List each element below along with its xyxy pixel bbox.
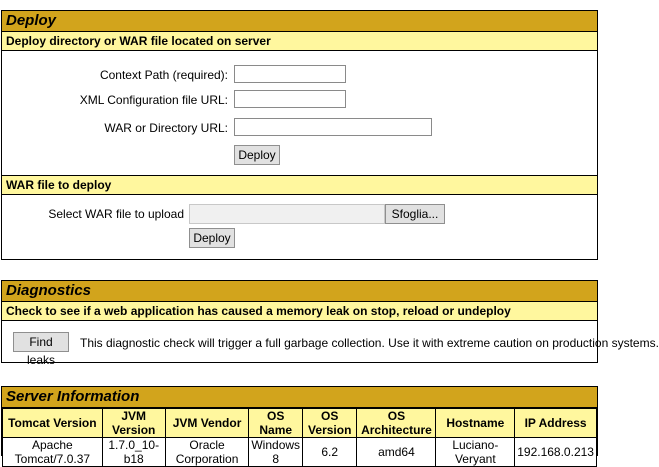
col-hostname: Hostname — [436, 409, 515, 438]
war-dir-label: WAR or Directory URL: — [104, 121, 228, 135]
war-upload-header: WAR file to deploy — [2, 175, 597, 195]
diagnostics-header: Check to see if a web application has caused a memory leak on stop, reload or undeploy — [2, 302, 597, 321]
cell-hostname: Luciano-Veryant — [436, 438, 515, 467]
server-info-table — [2, 408, 597, 467]
context-path-input[interactable] — [234, 65, 346, 83]
xml-config-input[interactable] — [234, 90, 346, 108]
server-info-section — [1, 386, 598, 466]
diagnostics-title: Diagnostics — [2, 281, 597, 302]
find-leaks-button[interactable]: Find leaks — [13, 332, 69, 352]
col-ip-address: IP Address — [515, 409, 597, 438]
cell-os-version: 6.2 — [303, 438, 357, 467]
cell-jvm-vendor: Oracle Corporation — [165, 438, 249, 467]
col-jvm-vendor: JVM Vendor — [165, 409, 249, 438]
xml-config-label: XML Configuration file URL: — [79, 93, 228, 107]
war-file-input[interactable] — [189, 204, 385, 224]
cell-os-name: Windows 8 — [249, 438, 303, 467]
server-info-title: Server Information — [2, 387, 597, 408]
server-info-header-row — [3, 409, 597, 438]
cell-os-architecture: amd64 — [357, 438, 436, 467]
col-tomcat-version: Tomcat Version — [3, 409, 103, 438]
deploy-title: Deploy — [2, 11, 597, 32]
browse-button[interactable]: Sfoglia... — [385, 204, 445, 224]
select-war-label: Select WAR file to upload — [48, 207, 184, 221]
context-path-label: Context Path (required): — [99, 68, 228, 82]
deploy-section — [1, 10, 598, 260]
deploy-directory-button[interactable]: Deploy — [234, 145, 280, 165]
war-dir-input[interactable] — [234, 118, 432, 136]
col-jvm-version: JVM Version — [102, 409, 165, 438]
deploy-directory-header: Deploy directory or WAR file located on server — [2, 32, 597, 51]
diagnostics-section — [1, 280, 659, 367]
cell-ip-address: 192.168.0.213 — [515, 438, 597, 467]
col-os-architecture: OS Architecture — [357, 409, 436, 438]
col-os-name: OS Name — [249, 409, 303, 438]
diagnostics-description: This diagnostic check will trigger a full garbage collection. Use it with extreme caution on production systems. — [80, 336, 659, 350]
cell-tomcat-version: Apache Tomcat/7.0.37 — [3, 438, 103, 467]
cell-jvm-version: 1.7.0_10-b18 — [102, 438, 165, 467]
col-os-version: OS Version — [303, 409, 357, 438]
table-row — [3, 438, 597, 467]
deploy-war-button[interactable]: Deploy — [189, 228, 235, 248]
